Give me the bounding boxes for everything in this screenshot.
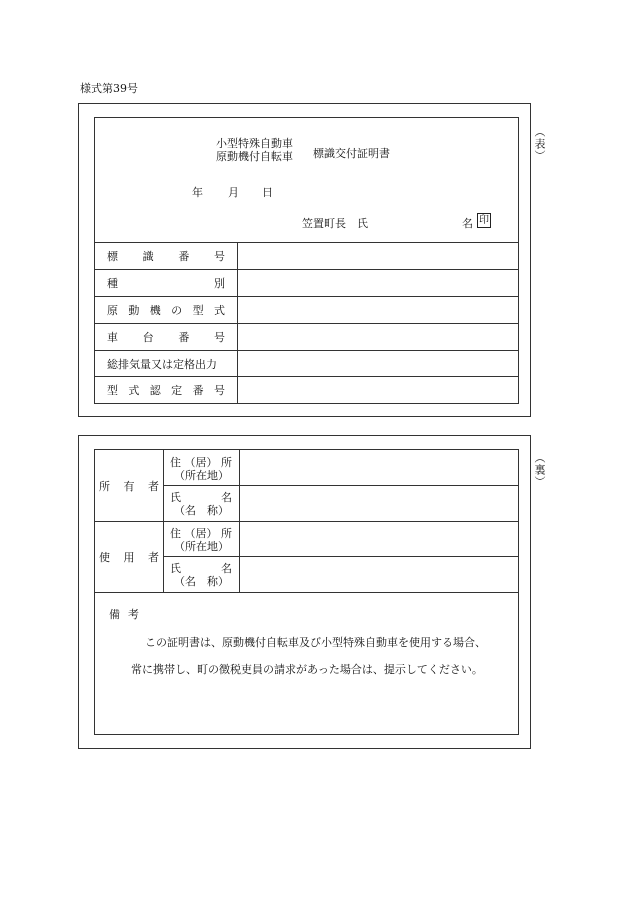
- seal-mark: 印: [479, 215, 489, 226]
- vehicle-type-motorized-bicycle: 原動機付自転車: [216, 150, 293, 163]
- table-rule: [94, 521, 519, 522]
- date-day-label: 日: [262, 186, 273, 199]
- back-side-label: （裏）: [533, 452, 546, 488]
- user-name-label: 氏 名 （名 称）: [170, 562, 232, 588]
- user-address-label: 住 （居） 所 （所在地）: [170, 527, 232, 553]
- date-year-label: 年: [192, 186, 203, 199]
- remarks-text-line-1: この証明書は、原動機付自転車及び小型特殊自動車を使用する場合、: [145, 636, 486, 649]
- row-label-chassis-number: 車 台 番 号: [107, 331, 225, 344]
- remarks-title: 備考: [109, 608, 147, 621]
- form-number: 様式第39号: [80, 82, 138, 95]
- table-column-rule: [237, 242, 238, 404]
- table-rule: [163, 556, 519, 557]
- table-rule: [94, 592, 519, 593]
- issuer-name: 笠置町長 氏: [302, 217, 368, 230]
- row-label-category: 種 別: [107, 277, 225, 290]
- front-side-label: （表）: [533, 126, 546, 162]
- owner-address-label: 住 （居） 所 （所在地）: [170, 456, 232, 482]
- table-column-rule: [239, 449, 240, 592]
- table-column-rule: [163, 449, 164, 592]
- row-label-engine-model: 原 動 機 の 型 式: [107, 304, 225, 317]
- owner-label: 所 有 者: [99, 480, 159, 493]
- vehicle-type-small-special: 小型特殊自動車: [216, 137, 293, 150]
- row-label-sign-number: 標 識 番 号: [107, 250, 225, 263]
- user-label: 使 用 者: [99, 551, 159, 564]
- table-rule: [163, 485, 519, 486]
- document-title: 標識交付証明書: [313, 147, 390, 160]
- row-label-displacement: 総排気量又は定格出力: [107, 358, 217, 371]
- owner-name-label: 氏 名 （名 称）: [170, 491, 232, 517]
- remarks-text-line-2: 常に携帯し、町の徴税吏員の請求があった場合は、提示してください。: [131, 663, 483, 676]
- issuer-name-suffix: 名: [462, 217, 473, 230]
- date-month-label: 月: [228, 186, 239, 199]
- vehicle-types: [216, 137, 293, 163]
- row-label-type-approval-number: 型 式 認 定 番 号: [107, 384, 225, 397]
